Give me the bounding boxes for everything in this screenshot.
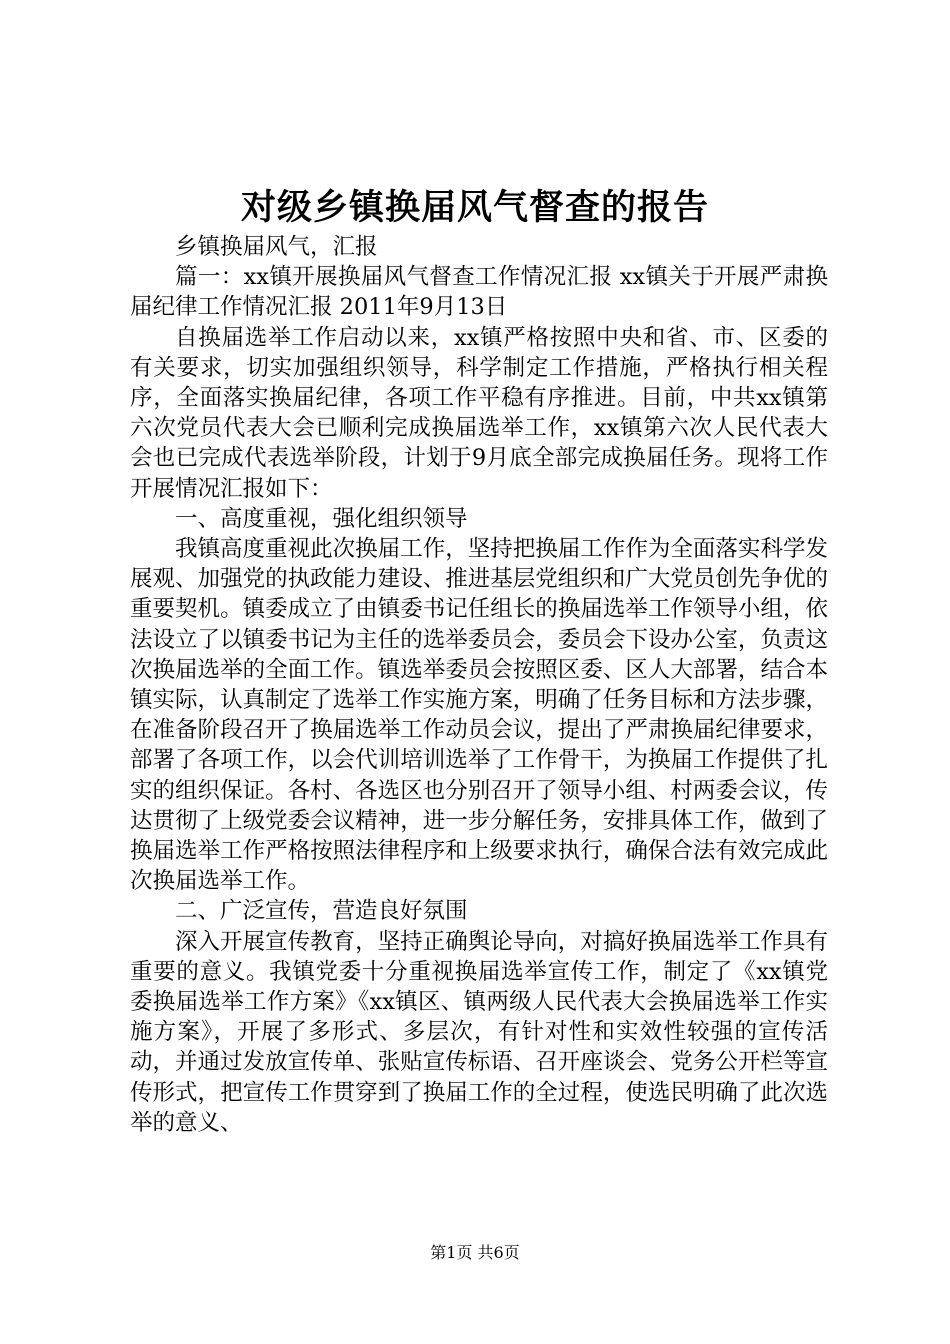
section-heading-1: 一、高度重视，强化组织领导 bbox=[175, 505, 468, 532]
paragraph-overview: 自换届选举工作启动以来，xx镇严格按照中央和省、市、区委的有关要求，切实加强组织领导，科学制定工作措施，严格执行相关程序，全面落实换届纪律，各项工作平稳有序推进。目前，中共xx镇第六次党员代表大会已顺利完成换届选举工作，xx镇第六次人民代表大会也已完成代表选举阶段，计划于9月底全部完成换届任务。现将工作开展情况汇报如下： bbox=[130, 324, 828, 502]
paragraph-section-1: 我镇高度重视此次换届工作，坚持把换届工作作为全面落实科学发展观、加强党的执政能力建设、推进基层党组织和广大党员创先争优的重要契机。镇委成立了由镇委书记任组长的换届选举工作领导小组，依法设立了以镇委书记为主任的选举委员会，委员会下设办公室，负责这次换届选举的全面工作。镇选举委员会按照区委、区人大部署，结合本镇实际，认真制定了选举工作实施方案，明确了任务目标和方法步骤，在准备阶段召开了换届选举工作动员会议，提出了严肃换届纪律要求，部署了各项工作，以会代训培训选举了工作骨干，为换届工作提供了扎实的组织保证。各村、各选区也分别召开了领导小组、村两委会议，传达贯彻了上级党委会议精神，进一步分解任务，安排具体工作，做到了换届选举工作严格按照法律程序和上级要求执行，确保合法有效完成此次换届选举工作。 bbox=[130, 536, 828, 895]
paragraph-intro: 篇一：xx镇开展换届风气督查工作情况汇报 xx镇关于开展严肃换届纪律工作情况汇报 2011年9月13日 bbox=[130, 264, 828, 321]
page-footer: 第1页 共6页 bbox=[430, 1243, 520, 1262]
paragraph-keywords: 乡镇换届风气，汇报 bbox=[175, 234, 378, 260]
paragraph-section-2: 深入开展宣传教育，坚持正确舆论导向，对搞好换届选举工作具有重要的意义。我镇党委十分重视换届选举宣传工作，制定了《xx镇党委换届选举工作方案》《xx镇区、镇两级人民代表大会换届选举工作实施方案》，开展了多形式、多层次，有针对性和实效性较强的宣传活动，并通过发放宣传单、张贴宣传标语、召开座谈会、党务公开栏等宣传形式，把宣传工作贯穿到了换届工作的全过程，使选民明确了此次选举的意义、 bbox=[130, 928, 828, 1136]
document-body bbox=[130, 232, 828, 1138]
section-heading-2: 二、广泛宣传，营造良好氛围 bbox=[175, 898, 468, 925]
page-title: 对级乡镇换届风气督查的报告 bbox=[240, 187, 709, 228]
